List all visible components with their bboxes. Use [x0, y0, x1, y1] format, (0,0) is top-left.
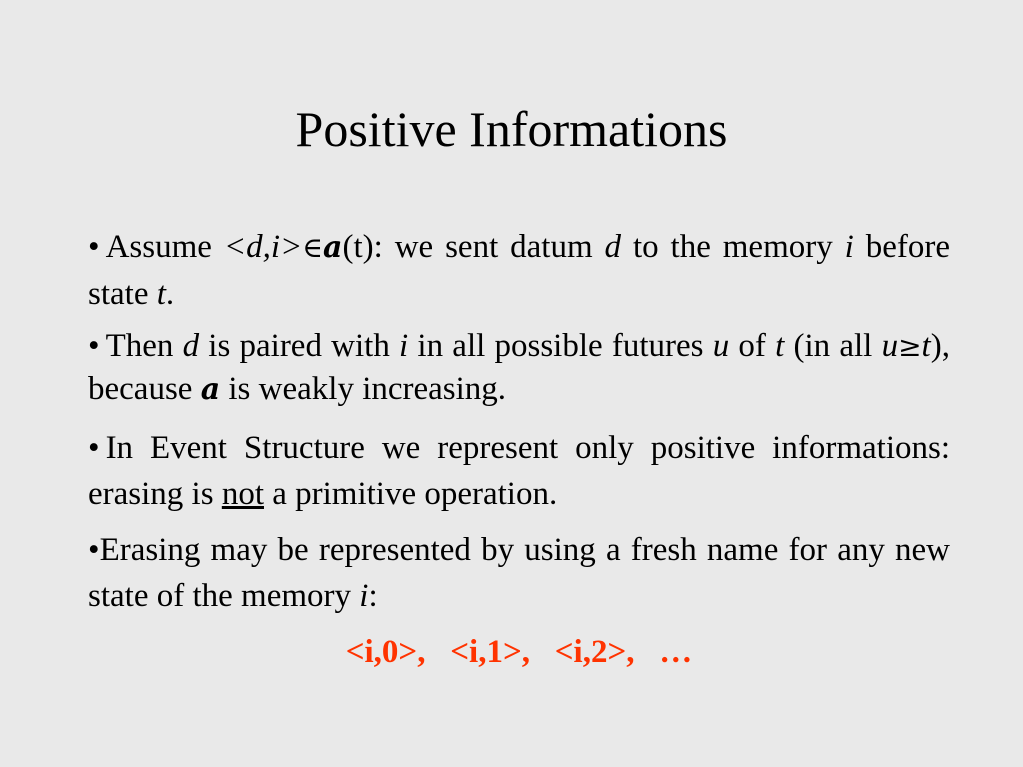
text-segment: is weakly increasing. — [220, 371, 507, 407]
text-segment: before state — [88, 229, 950, 312]
bullet-marker: • — [88, 430, 100, 466]
bullet-marker: • — [88, 328, 100, 364]
text-segment: Erasing may be represented by using a fresh name for any new state of the memory — [88, 532, 950, 614]
greater-equal-symbol: ≥ — [898, 330, 922, 363]
italic-t: t — [156, 276, 166, 312]
element-of-symbol: ∈ — [302, 231, 324, 264]
text-segment: a primitive operation. — [263, 476, 558, 512]
italic-i: i — [359, 578, 369, 614]
italic-u: u — [881, 328, 899, 364]
italic-t: t — [775, 328, 785, 364]
bullet-marker: • — [88, 229, 100, 265]
bullet-assume — [88, 224, 950, 317]
italic-d: d — [604, 229, 622, 265]
script-a-symbol: a — [323, 230, 343, 265]
text-segment: (t): we sent datum — [342, 229, 605, 265]
text-segment: . — [165, 276, 175, 312]
italic-t: t — [921, 328, 931, 364]
bullet-erasing — [88, 527, 950, 619]
slide-title: Positive Informations — [295, 101, 728, 157]
text-segment: ), because — [88, 328, 950, 407]
italic-i: i — [399, 328, 409, 364]
slide-body — [88, 224, 950, 675]
italic-u: u — [712, 328, 730, 364]
pair-notation: <d,i> — [223, 229, 303, 265]
text-segment: is paired with — [199, 328, 400, 364]
bullet-event-structure — [88, 425, 950, 517]
text-segment: Then — [105, 328, 183, 364]
italic-i: i — [844, 229, 854, 265]
text-segment: in all possible futures — [408, 328, 713, 364]
text-segment: (in all — [784, 328, 882, 364]
text-segment: In Event Structure we represent only positive informations: erasing is — [88, 430, 950, 512]
bullet-then — [88, 325, 950, 411]
bullet-marker: • — [88, 532, 100, 568]
text-segment: Assume — [105, 229, 224, 265]
text-segment: : — [368, 578, 378, 614]
text-segment: to the memory — [621, 229, 845, 265]
text-segment: of — [729, 328, 776, 364]
italic-d: d — [182, 328, 200, 364]
underlined-not: not — [221, 476, 264, 512]
memory-state-sequence: <i,0>, <i,1>, <i,2>, … — [345, 634, 693, 670]
script-a-symbol: a — [200, 372, 221, 407]
